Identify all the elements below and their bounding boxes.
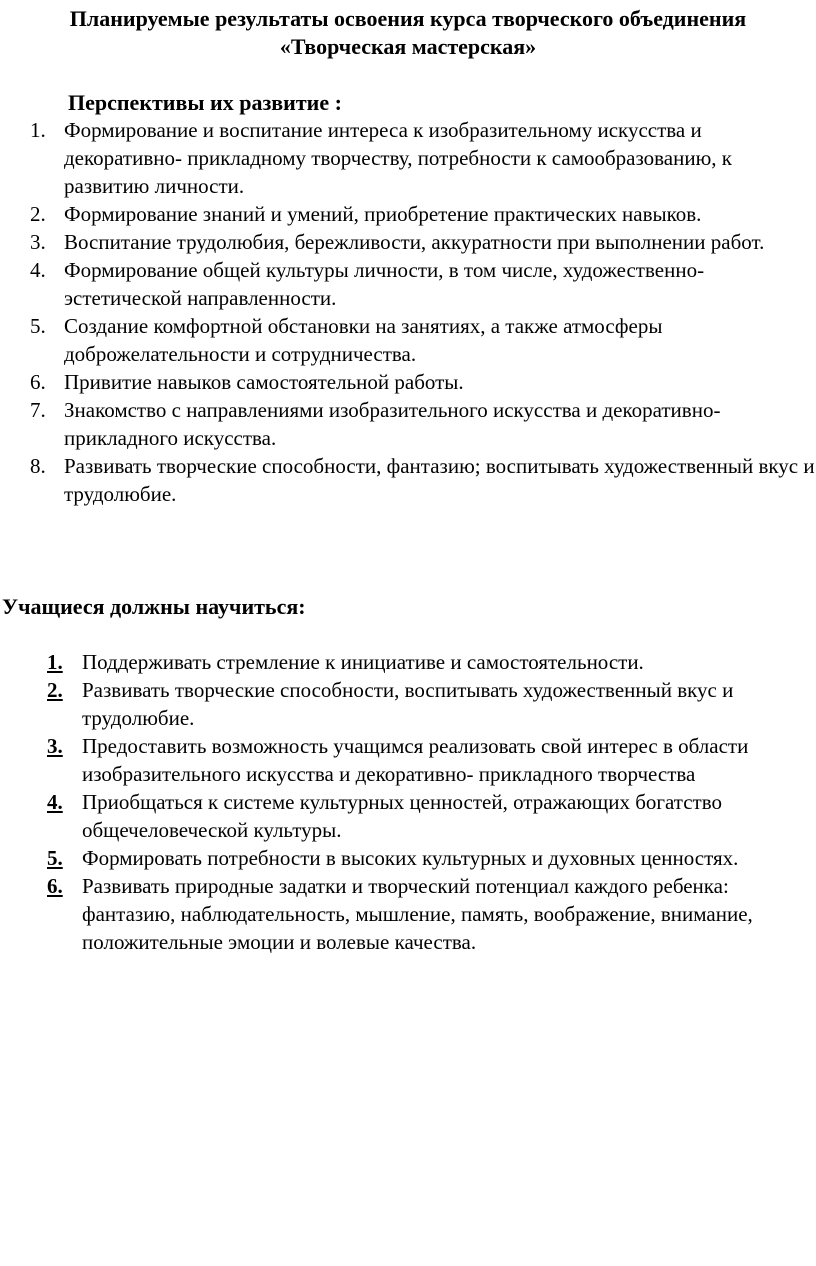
document-title-line-1: Планируемые результаты освоения курса творческого объединения bbox=[69, 6, 747, 31]
list-item-number: 6. bbox=[47, 874, 63, 898]
list-item-text: Создание комфортной обстановки на занятиях, а также атмосферы доброжелательности и сотрудничества. bbox=[64, 314, 663, 366]
list-item-number: 1. bbox=[30, 118, 46, 142]
list-item-number: 5. bbox=[47, 846, 63, 870]
list-item bbox=[30, 312, 816, 368]
list-item bbox=[47, 844, 812, 872]
list-item bbox=[47, 676, 812, 732]
prospects-list bbox=[30, 116, 816, 508]
list-item-text: Формирование общей культуры личности, в том числе, художественно-эстетической направленности. bbox=[64, 258, 705, 310]
list-item bbox=[30, 452, 816, 508]
list-item-text: Развивать природные задатки и творческий потенциал каждого ребенка: фантазию, наблюдательность, мышление, память, воображение, внимание, положительные эмоции и волевые качества. bbox=[82, 874, 753, 954]
list-item-number: 3. bbox=[30, 230, 46, 254]
list-item bbox=[47, 872, 812, 956]
list-item-text: Формирование и воспитание интереса к изобразительному искусства и декоративно- прикладному творчеству, потребности к самообразованию, к развитию личности. bbox=[64, 118, 732, 198]
list-item-text: Развивать творческие способности, фантазию; воспитывать художественный вкус и трудолюбие. bbox=[64, 454, 815, 506]
list-item-number: 7. bbox=[30, 398, 46, 422]
list-item-number: 4. bbox=[47, 790, 63, 814]
list-item bbox=[47, 648, 812, 676]
list-item-text: Формировать потребности в высоких культурных и духовных ценностях. bbox=[82, 846, 739, 870]
learning-goals-list bbox=[47, 648, 812, 956]
list-item-text: Поддерживать стремление к инициативе и самостоятельности. bbox=[82, 650, 644, 674]
list-item-text: Воспитание трудолюбия, бережливости, аккуратности при выполнении работ. bbox=[64, 230, 765, 254]
list-item bbox=[47, 788, 812, 844]
list-item-number: 2. bbox=[47, 678, 63, 702]
list-item-text: Предоставить возможность учащимся реализовать свой интерес в области изобразительного искусства и декоративно- прикладного творчества bbox=[82, 734, 749, 786]
list-item-text: Привитие навыков самостоятельной работы. bbox=[64, 370, 464, 394]
list-item-text: Приобщаться к системе культурных ценностей, отражающих богатство общечеловеческой культуры. bbox=[82, 790, 722, 842]
section-heading-students-learn: Учащиеся должны научиться: bbox=[2, 594, 306, 619]
list-item-text: Развивать творческие способности, воспитывать художественный вкус и трудолюбие. bbox=[82, 678, 734, 730]
list-item bbox=[30, 256, 816, 312]
list-item-number: 4. bbox=[30, 258, 46, 282]
list-item-number: 2. bbox=[30, 202, 46, 226]
list-item bbox=[30, 116, 816, 200]
list-item bbox=[47, 732, 812, 788]
list-item-number: 1. bbox=[47, 650, 63, 674]
document-title-line-2: «Творческая мастерская» bbox=[279, 34, 537, 59]
list-item bbox=[30, 228, 816, 256]
list-item-text: Знакомство с направлениями изобразительного искусства и декоративно-прикладного искусства. bbox=[64, 398, 721, 450]
list-item-number: 3. bbox=[47, 734, 63, 758]
list-item bbox=[30, 396, 816, 452]
list-item-number: 5. bbox=[30, 314, 46, 338]
list-item-text: Формирование знаний и умений, приобретение практических навыков. bbox=[64, 202, 702, 226]
list-item bbox=[30, 368, 816, 396]
list-item bbox=[30, 200, 816, 228]
section-heading-prospects: Перспективы их развитие : bbox=[68, 90, 342, 115]
list-item-number: 6. bbox=[30, 370, 46, 394]
list-item-number: 8. bbox=[30, 454, 46, 478]
